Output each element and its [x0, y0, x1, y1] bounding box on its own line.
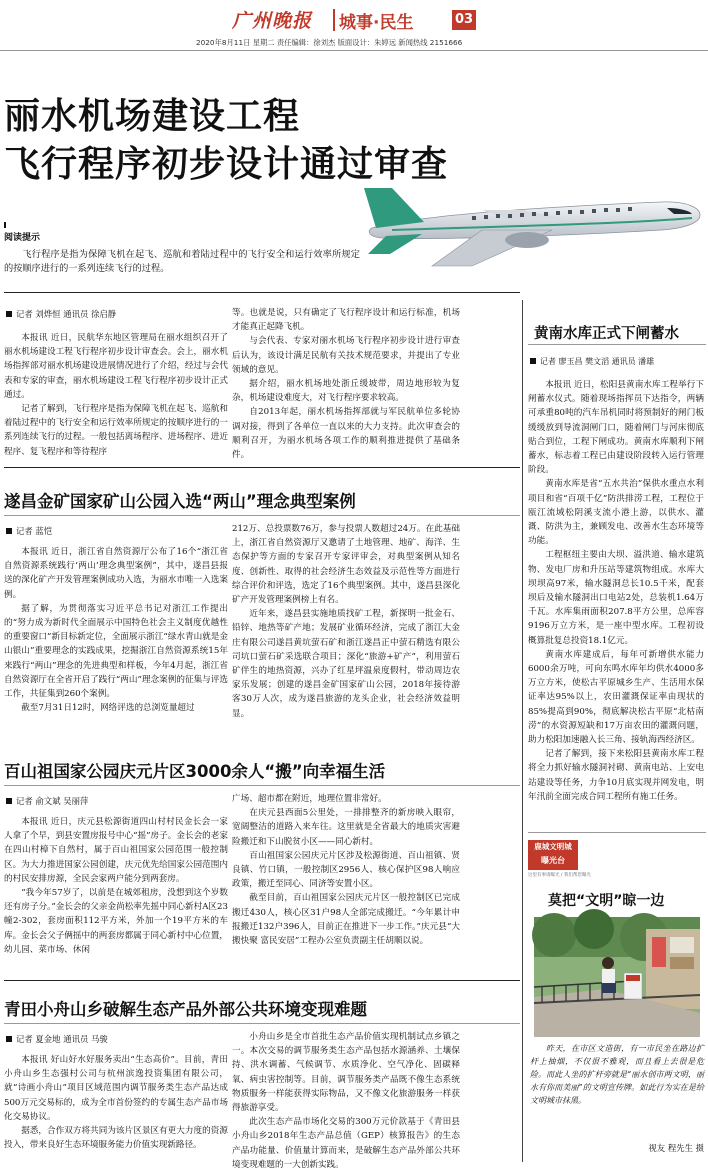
story4-byline-text: 记者 夏金地 通讯员 马骏: [16, 1034, 108, 1044]
story3-title: 百山祖国家公园庆元片区3000余人“搬”向幸福生活: [4, 762, 386, 781]
story4-col1-p2: 据悉，合作双方将共同为该片区景区有更大力度的资源投入，带来良好生态环境服务能力价值实现新路径。: [4, 1126, 228, 1151]
exposure-badge-sub: 这里有事请曝光 / 我们帮您曝光: [528, 873, 591, 878]
story2-col2-p2: 近年来，遂昌县实施地质找矿工程，新探明一批金石、铅锌、地热等矿产地；发展矿业循环经济，完成了浙江大金庄有限公司遂昌黄坑萤石矿和浙江遂昌正中萤石精选有限公司坑口萤石矿采选联合项目；深化“旅游+矿产”，利用萤石矿伴生的地热资源，兴办了红星坪温泉度假村，带动周边农家乐发展；创建的遂昌金矿国家矿山公园，2018年接待游客30万人次，成为遂昌旅游的龙头企业，社会经济效益明显。: [232, 609, 460, 719]
byline-square: [6, 528, 12, 534]
lead-col2-p1: 等。也就是说，只有确定了飞行程序设计和运行标准，机场才能真正起降飞机。: [232, 308, 460, 333]
story3-byline: [6, 795, 206, 807]
story4-col2-p1: 小舟山乡是全市首批生态产品价值实现机制试点乡镇之一。本次交易的调节服务类生态产品包括水源涵养、土壤保持、洪水调蓄、气候调节、水质净化、空气净化、固碳释氧、病虫害控制等。目前，调节服务类产品既不像生态系统物质服务一样能获得实际物品，又不像文化旅游服务一样获得旅游享受。: [232, 1032, 460, 1114]
story4-top-rule: [4, 980, 520, 981]
section-name-2: 民生: [379, 13, 414, 33]
exposure-badge-line1: 鹿城文明城: [534, 842, 572, 851]
story3-col2-p3: 百山祖国家公园庆元片区涉及松源街道、百山祖镇、贤良镇、竹口镇，一般控制区2956人、核心保护区98人响应政策，搬迁至同心、同济等安置小区。: [232, 850, 460, 890]
story2-byline-text: 记者 蓝恺: [16, 526, 53, 536]
story2-col1-p2: 据了解，为贯彻落实习近平总书记对浙江工作提出的“努力成为新时代全面展示中国特色社会主义制度优越性的重要窗口”新目标新定位，全面展示浙江“绿水青山就是金山银山”重要理念的实践成果，挖掘浙江自然资源系统15年来践行“两山”理念的先进典型和样板，今年4月起，浙江省自然资源厅在全省开启了践行“两山”理念案例的征集与评选工作，共征集到260个案例。: [4, 603, 228, 700]
reading-tip-text: 飞行程序是指为保障飞机在起飞、巡航和着陆过程中的飞行安全和运行效率所规定的按顺序进行的一系列连续飞行的过程。: [4, 249, 360, 274]
byline-square: [6, 798, 12, 804]
masthead-info-line: 2020年8月11日 星期二 责任编辑：徐刘杰 版面设计：朱婷远 新闻热线 2151666: [196, 38, 463, 47]
story2-col2-p1: 212万、总投票数76万，参与投票人数超过24万。在此基础上，浙江省自然资源厅又邀请了土地管理、地矿、海洋、生态保护等方面的专家召开专家评审会，对典型案例从知名度、创新性、取得的社会经济生态效益及示范性等方面进行综合评价和评选，选定了16个典型案例。其中，遂昌县深化矿产开发管理案例榜上有名。: [232, 524, 460, 606]
story4-title: 青田小舟山乡破解生态产品外部公共环境变现难题: [4, 1000, 367, 1019]
lead-title-line2: 飞行程序初步设计通过审查: [4, 144, 449, 185]
photo-box-title: 莫把“文明”晾一边: [548, 893, 665, 909]
story4-col2: [232, 1030, 460, 1170]
photo-box-top-rule: [528, 832, 706, 833]
sidebar-p1: 本报讯 近日，松阳县黄南水库工程举行下闸蓄水仪式。随着现场指挥员下达指令，两辆可承重80吨的汽车吊机同时将预制好的闸门板缓缓放到导流洞闸门口，随着闸门与河床彻底贴合到位，工程下闸成功。黄南水库顺利下闸蓄水，标志着工程已由建设阶段转入运行管理阶段。: [528, 380, 704, 476]
page-number-badge: 03: [452, 10, 476, 30]
lead-title-line1: 丽水机场建设工程: [4, 96, 301, 137]
story2-title: 遂昌金矿国家矿山公园入选“两山”理念典型案例: [4, 492, 356, 511]
paper-name: 广州晚报: [232, 10, 313, 32]
street-photo: [534, 917, 700, 1037]
section-name: 城事: [339, 13, 373, 33]
lead-col1-p1: 本报讯 近日，民航华东地区管理局在丽水组织召开了丽水机场建设工程飞行程序初步设计审查会。会上，丽水机场指挥部对丽水机场建设进展情况进行了介绍，经过与会代表和专家的审查，丽水机场建设工程飞行程序初步设计正式通过。: [4, 333, 228, 400]
lead-top-rule: [4, 292, 520, 293]
section-label: [339, 8, 413, 33]
sidebar-title: 黄南水库正式下闸蓄水: [534, 326, 679, 342]
photo-credit: 视友 程先生 摄: [648, 1143, 704, 1153]
byline-square: [530, 358, 536, 364]
story3-col2-p4: 截至目前，百山祖国家公园庆元片区一般控制区已完成搬迁430人，核心区31户98人全部完成搬迁。“今年累计申报搬迁132户396人，目前正在推进下一步工作。”庆元县“大搬快聚 富民安居”工程办公室负责副主任胡顺以说。: [232, 893, 460, 947]
story3-col2-p1: 广场、超市都在附近，地理位置非常好。: [232, 794, 387, 804]
exposure-badge: [528, 840, 578, 870]
story3-col2-p2: 在庆元县西面5公里处，一排排整齐的新房映入眼帘，宽阔整洁的道路入来车往。这里就是全省最大的地质灾害避险搬迁和下山脱贫小区——同心新村。: [232, 808, 460, 847]
sidebar-p3: 工程枢纽主要由大坝、溢洪道、输水建筑物、发电厂房和升压站等建筑物组成。水库大坝坝高97米，输水隧洞总长10.5千米，配套坝后及输水隧洞出口电站2处，总装机1.64万千瓦。水库集雨面积207.8平方公里，总库容9196万立方米，是一座中型水库。工程初设概算批复总投资18.1亿元。: [528, 550, 704, 646]
story2-top-rule: [4, 467, 520, 468]
story2-byline: [6, 525, 206, 537]
lead-col2-p2: 与会代表、专家对丽水机场飞行程序初步设计进行审查后认为，该设计满足民航有关技术规范要求，并提出了专业领域的意见。: [232, 336, 460, 375]
story3-col1: [4, 815, 228, 969]
masthead-rule: [0, 50, 708, 51]
story4-byline: [6, 1033, 206, 1045]
lead-col1-p2: 记者了解到，飞行程序是指为保障飞机在起飞、巡航和着陆过程中的飞行安全和运行效率所规定的按顺序进行的一系列连续飞行的过程。一般包括离场程序、进场程序、进近程序、复飞程序和等待程序: [4, 404, 228, 457]
lead-col1: [4, 331, 228, 459]
lead-col2: [232, 306, 460, 461]
photo-caption: 昨天，在市区文造街，有一市民坐在路边扩杆上抽烟，不仅很不雅观，而且看上去很是危险。而此人坐的扩杆旁就是“丽水创市两文明，丽水有你而美丽”的文明宣传牌。如此行为实在是给文明城市抹黑。: [530, 1044, 704, 1105]
byline-square: [6, 311, 12, 317]
story3-byline-text: 记者 俞文斌 吴丽萍: [16, 796, 89, 806]
sidebar-divider: [522, 300, 523, 1162]
story3-col1-p2: “我今年57岁了，以前是在城郊租房，没想到这个岁数还有房子分。”金长会的父亲金尚松率先摇中同心新村A区23幢2-302，套房面积112平方米，外加一个19平方米的车库。金长会父子俩摇中的两套房都属于同心新村中心位置，幼儿园、菜市场、休闲: [4, 888, 228, 955]
story2-title-rule: [4, 515, 520, 516]
story4-title-rule: [4, 1023, 520, 1024]
lead-byline-text: 记者 刘烨恒 通讯员 徐启静: [16, 309, 117, 319]
section-dot: ·: [373, 13, 380, 33]
story3-col2: [232, 792, 460, 946]
reading-tip-bar: [4, 222, 6, 228]
lead-col2-p3: 据介绍，丽水机场地处浙丘缓坡带，周边地形较为复杂，机场建设难度大，对飞行程序要求较高。: [232, 379, 460, 404]
story2-col1: [4, 545, 228, 741]
sidebar-p5: 记者了解到，接下来松阳县黄南水库工程将全力抓好输水隧洞衬砌、黄南电站、上安电站建设等任务，力争10月底实现并网发电，明年汛前全面完成合同工程所有施工任务。: [528, 749, 704, 802]
sidebar-byline-text: 记者 廖玉昌 樊文滔 通讯员 潘雄: [540, 357, 655, 366]
story2-col2: [232, 522, 460, 720]
sidebar-title-rule: [528, 344, 706, 345]
story2-col1-p3: 截至7月31日12时，网络评选的总浏览量超过: [21, 703, 195, 714]
story4-col1-p1: 本报讯 好山好水好服务卖出“生态高价”。目前，青田小舟山乡生态强村公司与杭州滨逸投资集团有限公司，就“诗画小舟山”项目区域范围内调节服务类生态产品达成500万元交易标的，成为全市首份签约的专属生态产品市场化交易协议。: [4, 1055, 228, 1122]
story3-title-rule: [4, 785, 520, 786]
exposure-badge-line2: 曝光台: [541, 856, 565, 865]
story2-col1-p1: 本报讯 近日，浙江省自然资源厅公布了16个“浙江省自然资源系统践行‘两山’理念典型案例”，其中，遂昌县报送的深化矿产开发管理案例成功入选，为丽水市唯一入选案例。: [4, 547, 228, 600]
sidebar-byline: [530, 356, 706, 368]
sidebar-p4: 黄南水库建成后，每年可新增供水能力6000余万吨，可向东鸣水库年均供水4000多万立方米，使松古平原城乡生产、生活用水保证率达95%以上，农田灌溉保证率由现状的85%提高到90%，彻底解决松古平原“北枯南涝”的水资源短缺和17万亩农田的灌溉问题，助力松阳加速融入长三角、接轨海西经济区。: [528, 649, 704, 746]
story3-col1-p1: 本报讯 近日，庆元县松源街道四山村村民金长会一家人拿了个早，到县安置房报号中心“摇”房子。金长会的老家在四山村樟下自然村，属于百山祖国家公园范围一般控制区。为大力推进国家公园创建，庆元优先给国家公园范围内的村民安排房源，全民会家两户能分到两套房。: [4, 817, 228, 884]
byline-square: [6, 1036, 12, 1042]
airplane-image: [362, 170, 704, 270]
masthead-divider: [333, 9, 335, 31]
masthead: [0, 0, 708, 52]
sidebar-p2: 黄南水库是省“五水共治”保供水重点水利项目和省“百项千亿”防洪排涝工程，工程位于瓯江流域松阴溪支流小港上游，以供水、灌溉、防洪为主，兼顾发电、改善水生态环境等功能。: [528, 479, 704, 547]
reading-tip-label: 阅读提示: [4, 233, 41, 243]
sidebar-body: [528, 378, 704, 818]
story4-col2-p2: 此次生态产品市场化交易的300万元价款基于《青田县小舟山乡2018年生态产品总值（GEP）核算报告》的生态产品功能量、价值量计算而来，是破解生态产品外部公共环境变现难题的一大创新实践。: [232, 1117, 460, 1170]
lead-col2-p4: 自2013年起，丽水机场指挥部就与军民航单位多轮协调对接，得到了各单位一直以来的大力支持。此次审查会的顺利召开，为丽水机场各项工作的顺利推进提供了基础条件。: [232, 407, 460, 461]
lead-byline: [6, 308, 236, 320]
story4-col1: [4, 1053, 228, 1158]
